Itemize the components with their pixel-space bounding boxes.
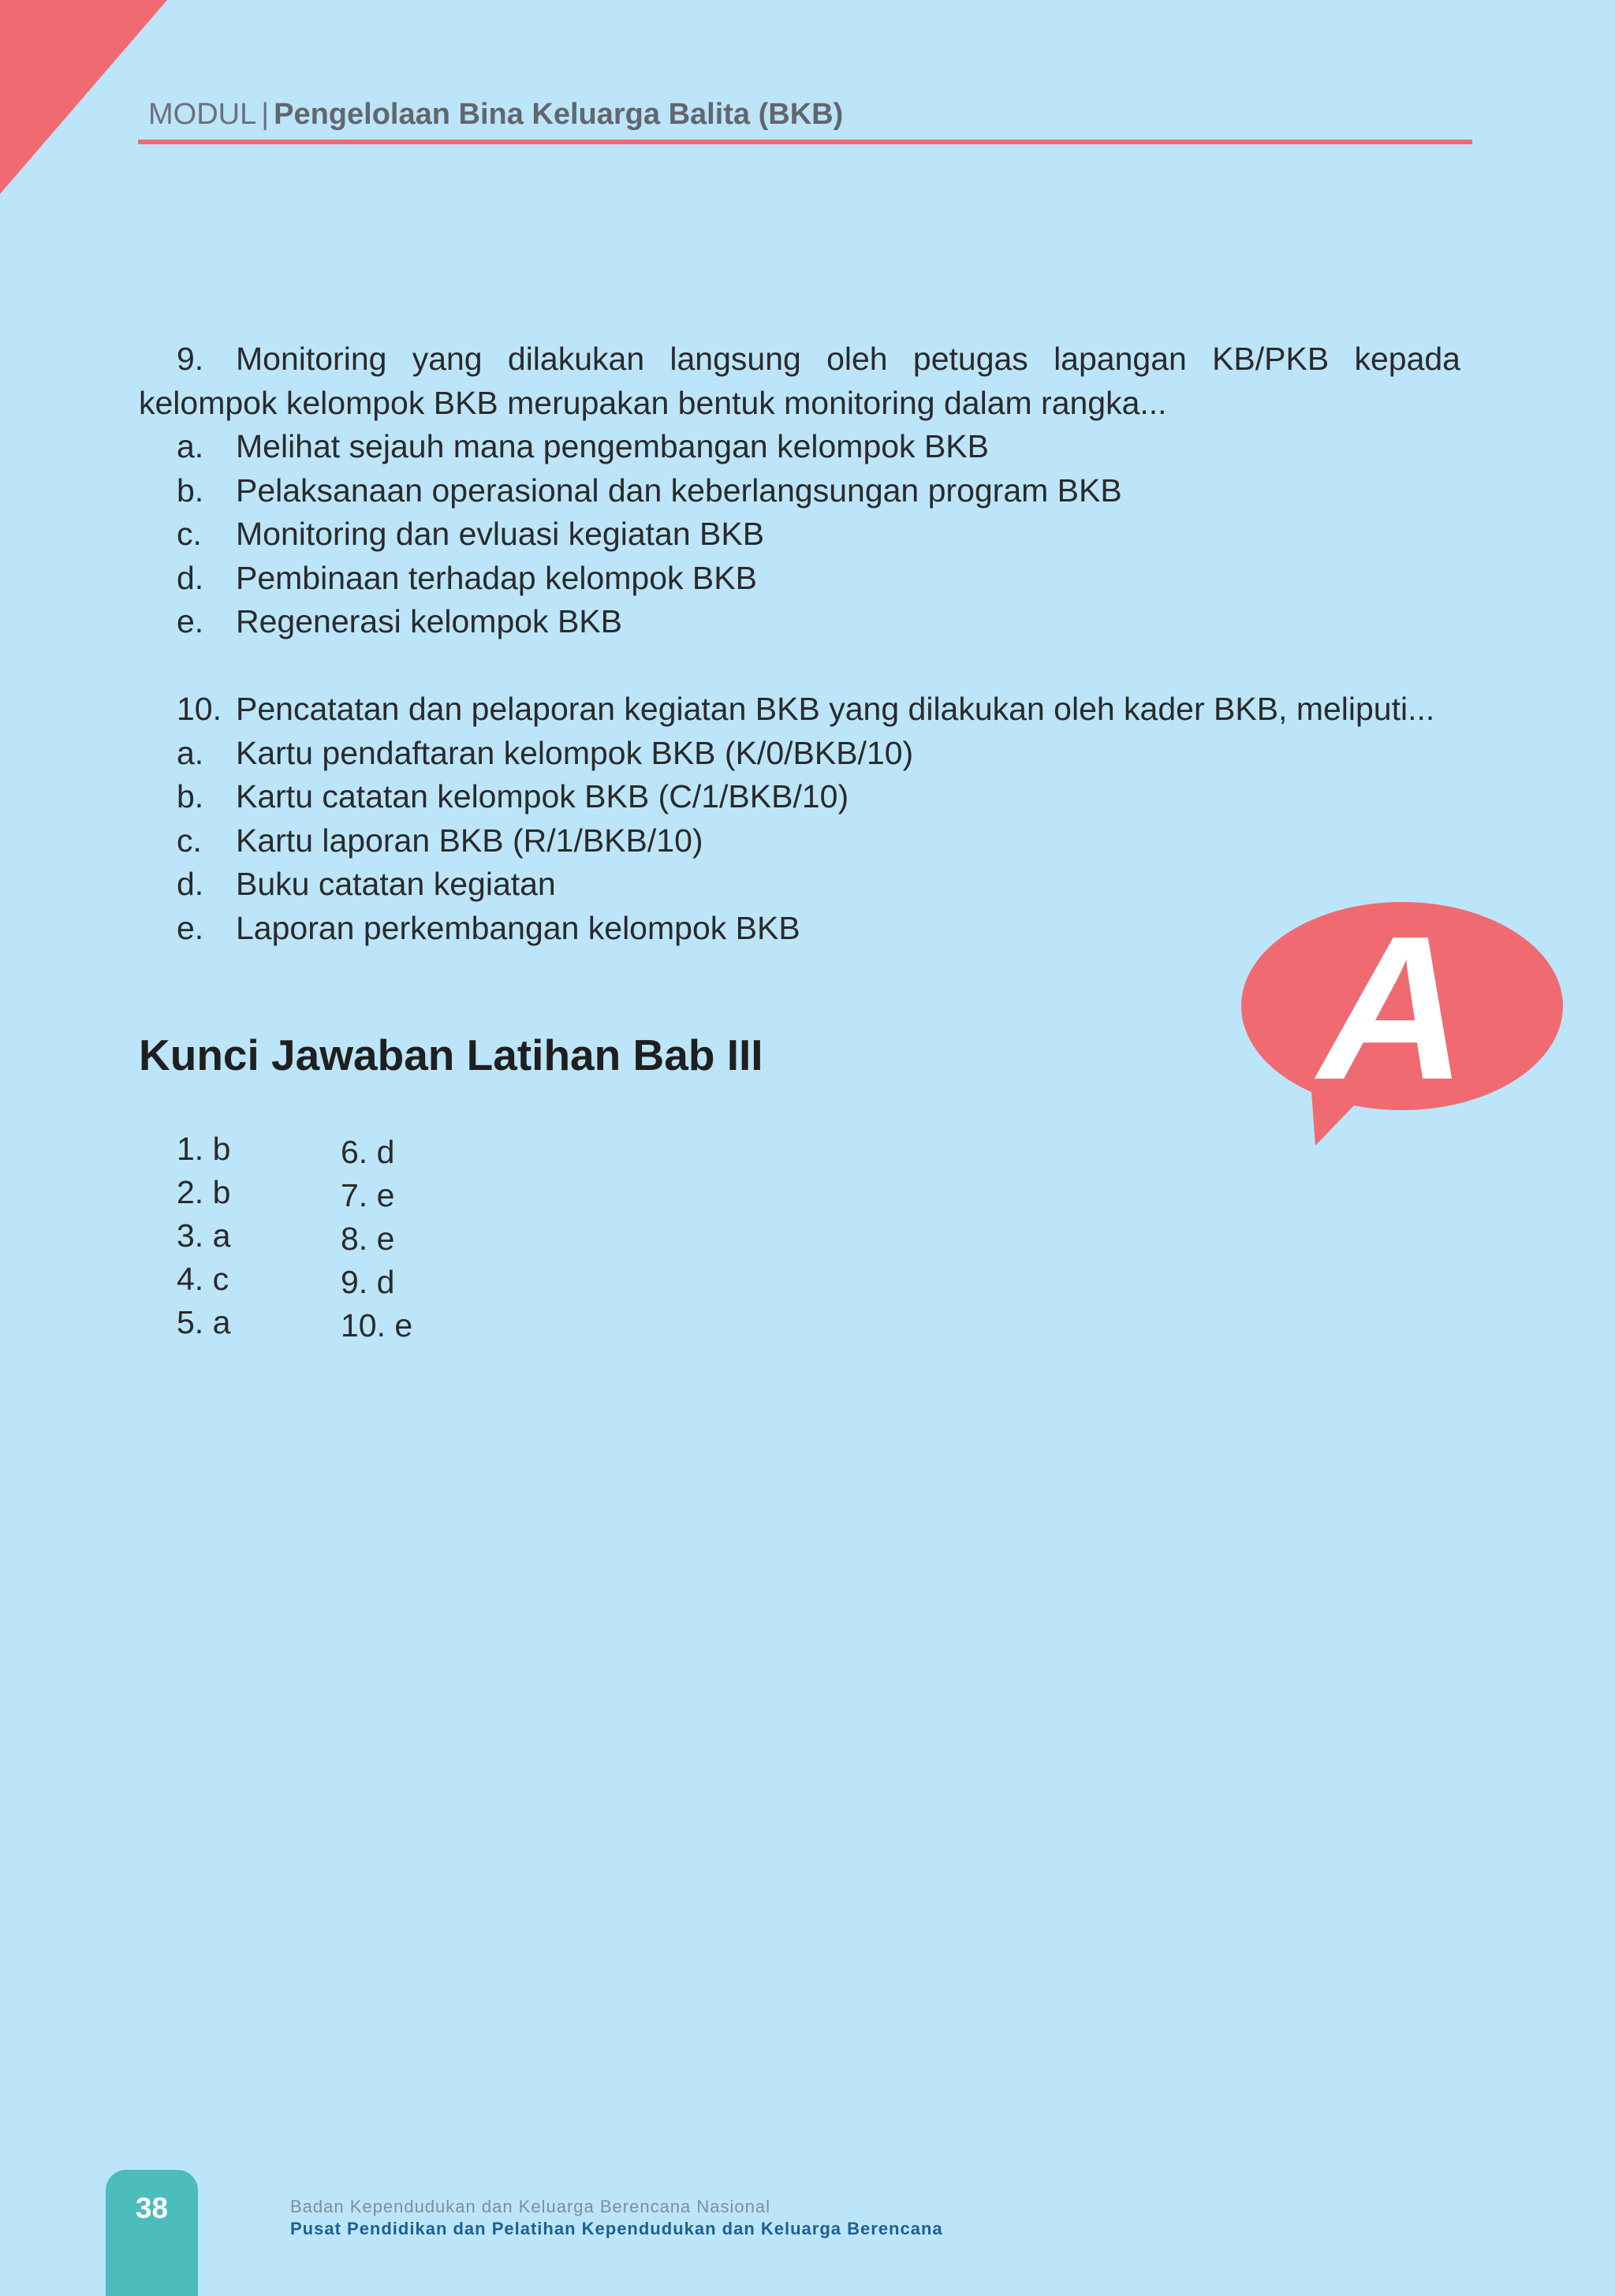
page-number-tab	[106, 2170, 198, 2296]
answer-speech-bubble-icon	[1238, 899, 1569, 1151]
footer-center-name: Pusat Pendidikan dan Pelatihan Kependudukan dan Keluarga Berencana	[290, 2219, 943, 2238]
question-body: Monitoring yang dilakukan langsung oleh petugas lapangan KB/PKB kepada kelompok kelompok BKB merupakan bentuk monitoring dalam rangka...	[139, 341, 1460, 421]
option-letter: b.	[177, 778, 204, 814]
option-text: Buku catatan kegiatan	[236, 866, 556, 902]
option-text: Regenerasi kelompok BKB	[236, 603, 622, 639]
option-e	[139, 600, 1460, 644]
option-letter: a.	[177, 734, 204, 771]
answer-key-column-2	[341, 1131, 412, 1347]
option-text: Kartu laporan BKB (R/1/BKB/10)	[236, 822, 703, 859]
option-text: Pelaksanaan operasional dan keberlangsungan program BKB	[236, 472, 1122, 509]
option-letter: c.	[177, 516, 202, 552]
option-b	[139, 469, 1460, 513]
question-9	[139, 337, 1460, 644]
answer-item: 4. c	[177, 1261, 229, 1297]
option-letter: a.	[177, 428, 204, 464]
question-body: Pencatatan dan pelaporan kegiatan BKB yang dilakukan oleh kader BKB, meliputi...	[236, 691, 1435, 727]
answer-item: 3. a	[177, 1217, 231, 1254]
page-header	[148, 98, 843, 132]
question-number: 10.	[177, 691, 222, 727]
option-a	[139, 425, 1460, 469]
answer-item: 10. e	[341, 1307, 413, 1344]
footer-organization: Badan Kependudukan dan Keluarga Berencana Nasional	[290, 2197, 770, 2216]
spacer	[139, 644, 1460, 688]
answer-item: 6. d	[341, 1134, 395, 1170]
option-a	[139, 732, 1460, 776]
answer-key-column-1	[177, 1128, 341, 1347]
header-prefix: MODUL	[148, 98, 257, 131]
answer-key-heading: Kunci Jawaban Latihan Bab III	[139, 1031, 763, 1079]
option-text: Monitoring dan evluasi kegiatan BKB	[236, 516, 765, 552]
question-text	[139, 337, 1460, 425]
answer-item: 9. d	[341, 1264, 395, 1300]
bubble-letter: A	[1318, 899, 1467, 1123]
option-text: Laporan perkembangan kelompok BKB	[236, 909, 800, 946]
option-text: Pembinaan terhadap kelompok BKB	[236, 559, 757, 596]
answer-item: 2. b	[177, 1174, 231, 1210]
question-number: 9.	[177, 341, 204, 377]
corner-triangle-decoration	[0, 0, 170, 197]
option-letter: c.	[177, 822, 202, 859]
option-letter: d.	[177, 559, 204, 596]
option-letter: e.	[177, 603, 204, 639]
option-text: Kartu catatan kelompok BKB (C/1/BKB/10)	[236, 778, 849, 814]
questions-section	[139, 337, 1460, 950]
answer-item: 5. a	[177, 1304, 231, 1340]
header-title: Pengelolaan Bina Keluarga Balita (BKB)	[274, 98, 844, 131]
option-text: Melihat sejauh mana pengembangan kelompok BKB	[236, 428, 989, 464]
answer-item: 7. e	[341, 1177, 395, 1213]
option-c	[139, 512, 1460, 557]
option-c	[139, 819, 1460, 863]
answer-item: 1. b	[177, 1131, 231, 1167]
question-text	[139, 688, 1460, 732]
answer-key-grid	[177, 1128, 412, 1347]
page-number: 38	[135, 2192, 169, 2224]
option-d	[139, 557, 1460, 601]
option-letter: e.	[177, 909, 204, 946]
option-b	[139, 775, 1460, 819]
option-text: Kartu pendaftaran kelompok BKB (K/0/BKB/10)	[236, 734, 914, 771]
header-separator: |	[261, 98, 270, 131]
option-letter: b.	[177, 472, 204, 509]
answer-item: 8. e	[341, 1221, 395, 1257]
header-rule	[138, 140, 1472, 144]
option-letter: d.	[177, 866, 204, 902]
option-list	[139, 425, 1460, 644]
